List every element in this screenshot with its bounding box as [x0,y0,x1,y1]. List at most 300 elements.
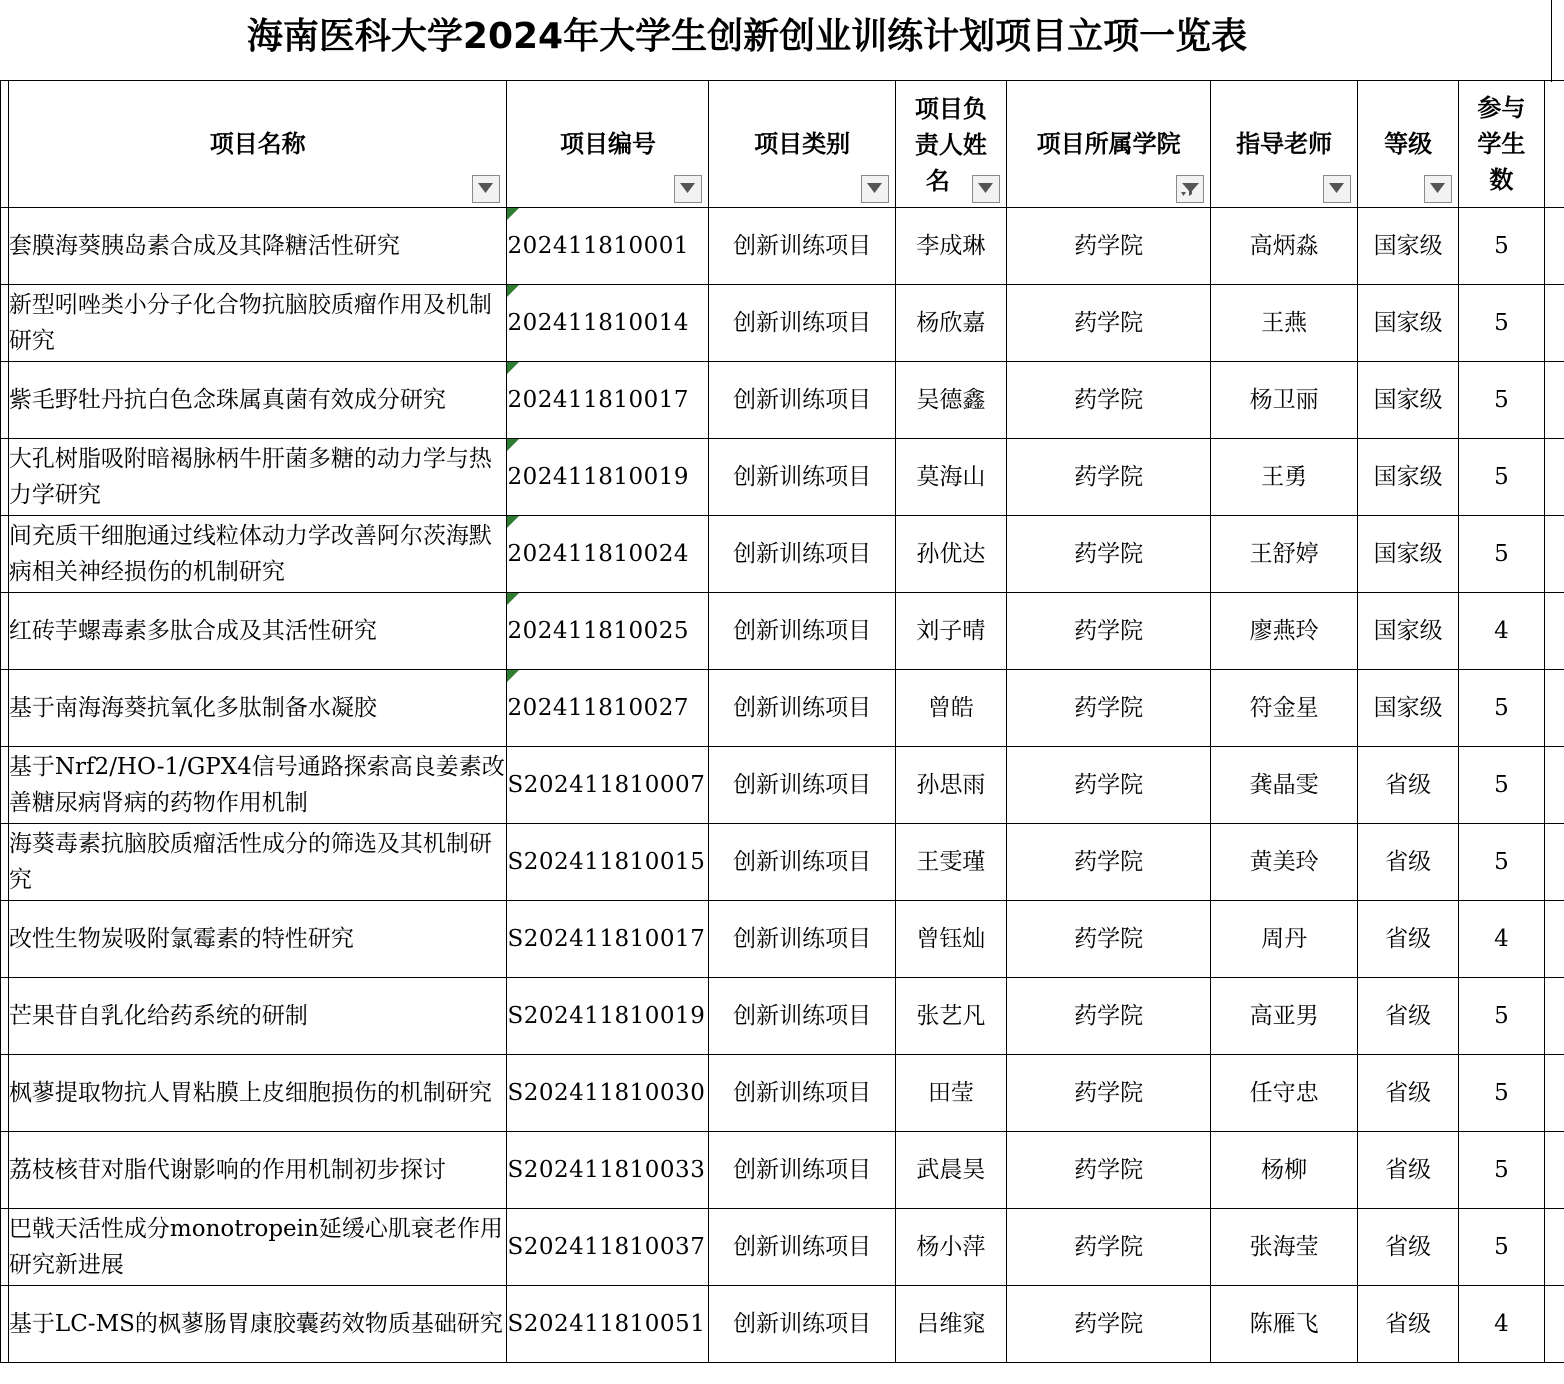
cell-student-count[interactable] [1459,978,1544,1055]
table-row [1,1209,1564,1286]
cell-category[interactable] [709,439,895,516]
cell-level-text: 国家级 [1373,310,1443,336]
cell-project-code[interactable] [507,670,709,747]
table-row [1,285,1564,362]
cell-project-code[interactable] [507,1286,709,1363]
cell-leader[interactable] [895,1055,1006,1132]
sheet-title: 海南医科大学2024年大学生创新创业训练计划项目立项一览表 [246,16,1248,57]
cell-student-count[interactable] [1459,516,1544,593]
cell-level[interactable] [1357,285,1458,362]
cell-advisor-text: 杨卫丽 [1249,387,1319,413]
cell-project-name[interactable] [8,285,507,362]
row-stub-cell [1,285,9,362]
col-header-category[interactable] [709,81,895,208]
cell-advisor-text: 高亚男 [1249,1003,1319,1029]
row-stub-cell [1,978,9,1055]
cell-project-code[interactable] [507,516,709,593]
cell-leader[interactable] [895,670,1006,747]
row-stub-cell [1,1286,9,1363]
cell-category[interactable] [709,1132,895,1209]
cell-college-text: 药学院 [1074,618,1144,644]
cell-project-code[interactable] [507,747,709,824]
cell-advisor[interactable] [1211,593,1358,670]
sheet-border [1551,0,1552,82]
cell-category-text: 创新训练项目 [733,1080,872,1106]
cell-college-text: 药学院 [1074,1157,1144,1183]
cell-leader-text: 李成琳 [916,233,986,259]
col-header-college[interactable] [1006,81,1210,208]
cell-project-code-text: 202411810014 [507,310,690,336]
cell-student-count[interactable] [1459,747,1544,824]
cell-leader-text: 刘子晴 [916,618,986,644]
header-label: 项目类别 [754,130,851,158]
filter-active-icon[interactable] [1176,175,1204,203]
cell-project-code[interactable] [507,593,709,670]
cell-student-count[interactable] [1459,1209,1544,1286]
cell-level-text: 省级 [1385,1157,1432,1183]
table-row [1,593,1564,670]
overflow-cell [1544,439,1564,516]
cell-college[interactable] [1006,824,1210,901]
cell-project-code[interactable] [507,208,709,285]
cell-level[interactable] [1357,670,1458,747]
cell-category[interactable] [709,285,895,362]
overflow-cell [1544,824,1564,901]
error-indicator-icon [507,285,519,297]
cell-college[interactable] [1006,670,1210,747]
cell-level[interactable] [1357,1209,1458,1286]
cell-student-count-text: 4 [1494,926,1509,952]
cell-level-text: 省级 [1385,1080,1432,1106]
overflow-cell [1544,516,1564,593]
cell-advisor-text: 周丹 [1261,926,1308,952]
cell-category-text: 创新训练项目 [733,618,872,644]
overflow-cell [1544,978,1564,1055]
header-label: 名 [925,167,950,195]
cell-advisor[interactable] [1211,824,1358,901]
cell-level[interactable] [1357,362,1458,439]
cell-level[interactable] [1357,978,1458,1055]
table-row [1,208,1564,285]
cell-category-text: 创新训练项目 [733,772,872,798]
cell-category[interactable] [709,1209,895,1286]
cell-leader[interactable] [895,1286,1006,1363]
cell-project-name-text: 间充质干细胞通过线粒体动力学改善阿尔茨海默病相关神经损伤的机制研究 [8,523,492,585]
cell-leader[interactable] [895,593,1006,670]
header-label: 责人姓 [914,131,987,159]
cell-college[interactable] [1006,439,1210,516]
cell-leader-text: 吕维窕 [916,1311,986,1337]
cell-leader[interactable] [895,208,1006,285]
cell-advisor[interactable] [1211,362,1358,439]
cell-project-name[interactable] [8,208,507,285]
cell-advisor-text: 黄美玲 [1249,849,1319,875]
cell-level-text: 省级 [1385,1003,1432,1029]
cell-project-name[interactable] [8,593,507,670]
cell-level-text: 省级 [1385,1311,1432,1337]
cell-project-name[interactable] [8,978,507,1055]
cell-college[interactable] [1006,208,1210,285]
cell-college[interactable] [1006,1286,1210,1363]
cell-level[interactable] [1357,593,1458,670]
cell-project-code[interactable] [507,285,709,362]
cell-project-code-text: 202411810017 [507,387,690,413]
overflow-cell [1544,208,1564,285]
cell-leader-text: 王雯瑾 [916,849,986,875]
table-row [1,824,1564,901]
cell-level[interactable] [1357,1132,1458,1209]
overflow-cell [1544,593,1564,670]
row-stub-cell [1,208,9,285]
cell-project-code-text: S202411810037 [507,1234,706,1260]
overflow-cell [1544,670,1564,747]
cell-student-count[interactable] [1459,1132,1544,1209]
cell-category[interactable] [709,747,895,824]
cell-advisor[interactable] [1211,516,1358,593]
cell-student-count-text: 5 [1494,541,1509,567]
cell-project-code-text: 202411810027 [507,695,690,721]
cell-advisor-text: 王舒婷 [1249,541,1319,567]
cell-category-text: 创新训练项目 [733,310,872,336]
cell-college[interactable] [1006,285,1210,362]
cell-student-count[interactable] [1459,362,1544,439]
cell-student-count-text: 5 [1494,695,1509,721]
cell-project-code-text: S202411810051 [507,1311,706,1337]
cell-college-text: 药学院 [1074,695,1144,721]
overflow-cell [1544,901,1564,978]
col-header-name[interactable] [8,81,507,208]
cell-student-count[interactable] [1459,593,1544,670]
cell-category[interactable] [709,208,895,285]
cell-project-code-text: S202411810019 [507,1003,706,1029]
table-row [1,362,1564,439]
cell-project-code[interactable] [507,824,709,901]
cell-student-count[interactable] [1459,901,1544,978]
cell-level-text: 国家级 [1373,541,1443,567]
cell-leader[interactable] [895,362,1006,439]
overflow-column [1544,81,1564,208]
cell-leader-text: 莫海山 [916,464,986,490]
cell-advisor[interactable] [1211,439,1358,516]
cell-leader-text: 吴德鑫 [916,387,986,413]
cell-college[interactable] [1006,1209,1210,1286]
table-row [1,901,1564,978]
cell-level[interactable] [1357,1055,1458,1132]
col-header-advisor[interactable] [1211,81,1358,208]
cell-student-count-text: 5 [1494,772,1509,798]
cell-project-name-text: 套膜海葵胰岛素合成及其降糖活性研究 [8,233,400,259]
overflow-cell [1544,1132,1564,1209]
header-label: 项目负 [914,95,987,123]
overflow-cell [1544,1209,1564,1286]
cell-college-text: 药学院 [1074,1080,1144,1106]
cell-category-text: 创新训练项目 [733,1311,872,1337]
cell-leader-text: 杨小萍 [916,1234,986,1260]
col-header-leader[interactable] [895,81,1006,208]
cell-leader[interactable] [895,978,1006,1055]
overflow-cell [1544,747,1564,824]
cell-project-code[interactable] [507,1055,709,1132]
cell-student-count[interactable] [1459,1286,1544,1363]
cell-level-text: 国家级 [1373,233,1443,259]
cell-student-count-text: 5 [1494,1003,1509,1029]
cell-level-text: 省级 [1385,1234,1432,1260]
cell-project-code[interactable] [507,439,709,516]
cell-leader[interactable] [895,747,1006,824]
cell-level-text: 国家级 [1373,695,1443,721]
cell-category[interactable] [709,516,895,593]
cell-college-text: 药学院 [1074,233,1144,259]
cell-student-count[interactable] [1459,285,1544,362]
cell-college[interactable] [1006,1132,1210,1209]
cell-leader[interactable] [895,516,1006,593]
cell-project-name[interactable] [8,901,507,978]
overflow-cell [1544,1286,1564,1363]
cell-project-name-text: 基于Nrf2/HO-1/GPX4信号通路探索高良姜素改善糖尿病肾病的药物作用机制 [8,754,505,816]
cell-student-count[interactable] [1459,208,1544,285]
cell-advisor[interactable] [1211,1209,1358,1286]
col-header-level[interactable] [1357,81,1458,208]
cell-level[interactable] [1357,516,1458,593]
cell-leader[interactable] [895,439,1006,516]
col-header-code[interactable] [507,81,709,208]
cell-college-text: 药学院 [1074,926,1144,952]
cell-project-code[interactable] [507,901,709,978]
cell-project-name[interactable] [8,439,507,516]
cell-category[interactable] [709,670,895,747]
header-label: 参与 [1477,94,1526,122]
row-header-stub [1,81,9,208]
cell-leader-text: 孙思雨 [916,772,986,798]
cell-level[interactable] [1357,824,1458,901]
cell-project-code-text: S202411810030 [507,1080,706,1106]
cell-student-count-text: 5 [1494,233,1509,259]
cell-level-text: 省级 [1385,849,1432,875]
cell-project-name-text: 紫毛野牡丹抗白色念珠属真菌有效成分研究 [8,387,446,413]
cell-level-text: 国家级 [1373,387,1443,413]
cell-project-name-text: 海葵毒素抗脑胶质瘤活性成分的筛选及其机制研究 [8,831,492,893]
cell-student-count[interactable] [1459,670,1544,747]
cell-project-name[interactable] [8,1286,507,1363]
cell-level-text: 国家级 [1373,618,1443,644]
cell-college-text: 药学院 [1074,387,1144,413]
cell-project-code[interactable] [507,1132,709,1209]
cell-college[interactable] [1006,747,1210,824]
dropdown-arrow-icon[interactable] [1424,175,1452,203]
table-row [1,1132,1564,1209]
cell-student-count[interactable] [1459,439,1544,516]
cell-project-code[interactable] [507,1209,709,1286]
header-label: 项目所属学院 [1036,130,1181,158]
project-table [0,80,1564,1363]
cell-project-name-text: 基于LC-MS的枫蓼肠胃康胶囊药效物质基础研究 [8,1311,503,1337]
cell-project-name-text: 新型吲唑类小分子化合物抗脑胶质瘤作用及机制研究 [8,292,492,354]
cell-category[interactable] [709,901,895,978]
cell-advisor-text: 廖燕玲 [1249,618,1319,644]
cell-category[interactable] [709,593,895,670]
cell-student-count-text: 5 [1494,849,1509,875]
cell-level[interactable] [1357,439,1458,516]
cell-category[interactable] [709,1286,895,1363]
table-row [1,439,1564,516]
table-row [1,516,1564,593]
cell-college[interactable] [1006,362,1210,439]
header-label: 数 [1489,166,1514,194]
header-label: 指导老师 [1236,130,1333,158]
overflow-cell [1544,285,1564,362]
cell-project-name-text: 巴戟天活性成分monotropein延缓心肌衰老作用研究新进展 [8,1216,503,1278]
cell-advisor[interactable] [1211,208,1358,285]
cell-category-text: 创新训练项目 [733,849,872,875]
cell-advisor[interactable] [1211,670,1358,747]
cell-college-text: 药学院 [1074,1234,1144,1260]
cell-level[interactable] [1357,747,1458,824]
cell-leader-text: 曾钰灿 [916,926,986,952]
row-stub-cell [1,439,9,516]
cell-category-text: 创新训练项目 [733,1003,872,1029]
cell-college-text: 药学院 [1074,1311,1144,1337]
cell-college[interactable] [1006,978,1210,1055]
cell-category-text: 创新训练项目 [733,541,872,567]
row-stub-cell [1,670,9,747]
cell-project-name[interactable] [8,670,507,747]
cell-advisor[interactable] [1211,285,1358,362]
cell-student-count-text: 4 [1494,618,1509,644]
cell-college-text: 药学院 [1074,772,1144,798]
cell-project-code-text: 202411810025 [507,618,690,644]
cell-student-count[interactable] [1459,1055,1544,1132]
cell-leader[interactable] [895,1132,1006,1209]
overflow-cell [1544,1055,1564,1132]
cell-advisor[interactable] [1211,747,1358,824]
cell-college-text: 药学院 [1074,849,1144,875]
cell-advisor[interactable] [1211,901,1358,978]
dropdown-arrow-icon[interactable] [1323,175,1351,203]
cell-project-name-text: 芒果苷自乳化给药系统的研制 [8,1003,308,1029]
cell-advisor-text: 符金星 [1249,695,1319,721]
cell-student-count-text: 4 [1494,1311,1509,1337]
cell-student-count-text: 5 [1494,464,1509,490]
table-row [1,1055,1564,1132]
cell-advisor[interactable] [1211,1132,1358,1209]
cell-project-name[interactable] [8,1209,507,1286]
cell-leader[interactable] [895,824,1006,901]
row-stub-cell [1,362,9,439]
cell-level-text: 国家级 [1373,464,1443,490]
cell-leader-text: 杨欣嘉 [916,310,986,336]
cell-project-name-text: 荔枝核苷对脂代谢影响的作用机制初步探讨 [8,1157,446,1183]
cell-project-name[interactable] [8,516,507,593]
error-indicator-icon [507,670,519,682]
cell-college-text: 药学院 [1074,464,1144,490]
cell-college-text: 药学院 [1074,541,1144,567]
row-stub-cell [1,593,9,670]
cell-category[interactable] [709,362,895,439]
cell-leader-text: 武晨昊 [916,1157,986,1183]
cell-leader[interactable] [895,901,1006,978]
dropdown-arrow-icon[interactable] [861,175,889,203]
table-row [1,978,1564,1055]
cell-project-name-text: 红砖芋螺毒素多肽合成及其活性研究 [8,618,377,644]
cell-project-name-text: 大孔树脂吸附暗褐脉柄牛肝菌多糖的动力学与热力学研究 [8,446,492,508]
cell-category-text: 创新训练项目 [733,1157,872,1183]
cell-advisor[interactable] [1211,1286,1358,1363]
row-stub-cell [1,824,9,901]
cell-category-text: 创新训练项目 [733,926,872,952]
cell-advisor-text: 张海莹 [1249,1234,1319,1260]
cell-advisor[interactable] [1211,978,1358,1055]
cell-project-name[interactable] [8,824,507,901]
cell-category[interactable] [709,824,895,901]
cell-project-code-text: 202411810024 [507,541,690,567]
row-stub-cell [1,1055,9,1132]
error-indicator-icon [507,362,519,374]
header-label: 项目编号 [559,130,656,158]
cell-advisor-text: 王勇 [1261,464,1308,490]
cell-student-count[interactable] [1459,824,1544,901]
dropdown-arrow-icon[interactable] [472,175,500,203]
cell-level-text: 省级 [1385,772,1432,798]
cell-college[interactable] [1006,516,1210,593]
cell-advisor-text: 王燕 [1261,310,1308,336]
header-label: 等级 [1384,130,1433,158]
dropdown-arrow-icon[interactable] [972,175,1000,203]
cell-advisor-text: 杨柳 [1261,1157,1308,1183]
error-indicator-icon [507,593,519,605]
cell-level[interactable] [1357,901,1458,978]
cell-student-count-text: 5 [1494,1157,1509,1183]
cell-category[interactable] [709,1055,895,1132]
header-row [1,81,1564,208]
cell-advisor-text: 陈雁飞 [1249,1311,1319,1337]
cell-leader[interactable] [895,1209,1006,1286]
error-indicator-icon [507,208,519,220]
cell-advisor[interactable] [1211,1055,1358,1132]
cell-student-count-text: 5 [1494,1080,1509,1106]
cell-level-text: 省级 [1385,926,1432,952]
cell-advisor-text: 龚晶雯 [1249,772,1319,798]
dropdown-arrow-icon[interactable] [674,175,702,203]
cell-project-name[interactable] [8,1132,507,1209]
cell-project-name[interactable] [8,362,507,439]
cell-college[interactable] [1006,1055,1210,1132]
cell-category-text: 创新训练项目 [733,695,872,721]
cell-leader[interactable] [895,285,1006,362]
cell-level[interactable] [1357,1286,1458,1363]
cell-college[interactable] [1006,901,1210,978]
cell-leader-text: 田莹 [927,1080,974,1106]
row-stub-cell [1,1209,9,1286]
cell-advisor-text: 任守忠 [1249,1080,1319,1106]
cell-college[interactable] [1006,593,1210,670]
cell-category[interactable] [709,978,895,1055]
row-stub-cell [1,901,9,978]
cell-level[interactable] [1357,208,1458,285]
cell-project-code-text: S202411810017 [507,926,706,952]
cell-college-text: 药学院 [1074,1003,1144,1029]
cell-project-code[interactable] [507,978,709,1055]
table-row [1,1286,1564,1363]
cell-category-text: 创新训练项目 [733,1234,872,1260]
cell-project-name[interactable] [8,747,507,824]
cell-project-name[interactable] [8,1055,507,1132]
cell-project-code[interactable] [507,362,709,439]
error-indicator-icon [507,439,519,451]
cell-college-text: 药学院 [1074,310,1144,336]
col-header-count[interactable] [1459,81,1544,208]
cell-category-text: 创新训练项目 [733,387,872,413]
cell-leader-text: 张艺凡 [916,1003,986,1029]
